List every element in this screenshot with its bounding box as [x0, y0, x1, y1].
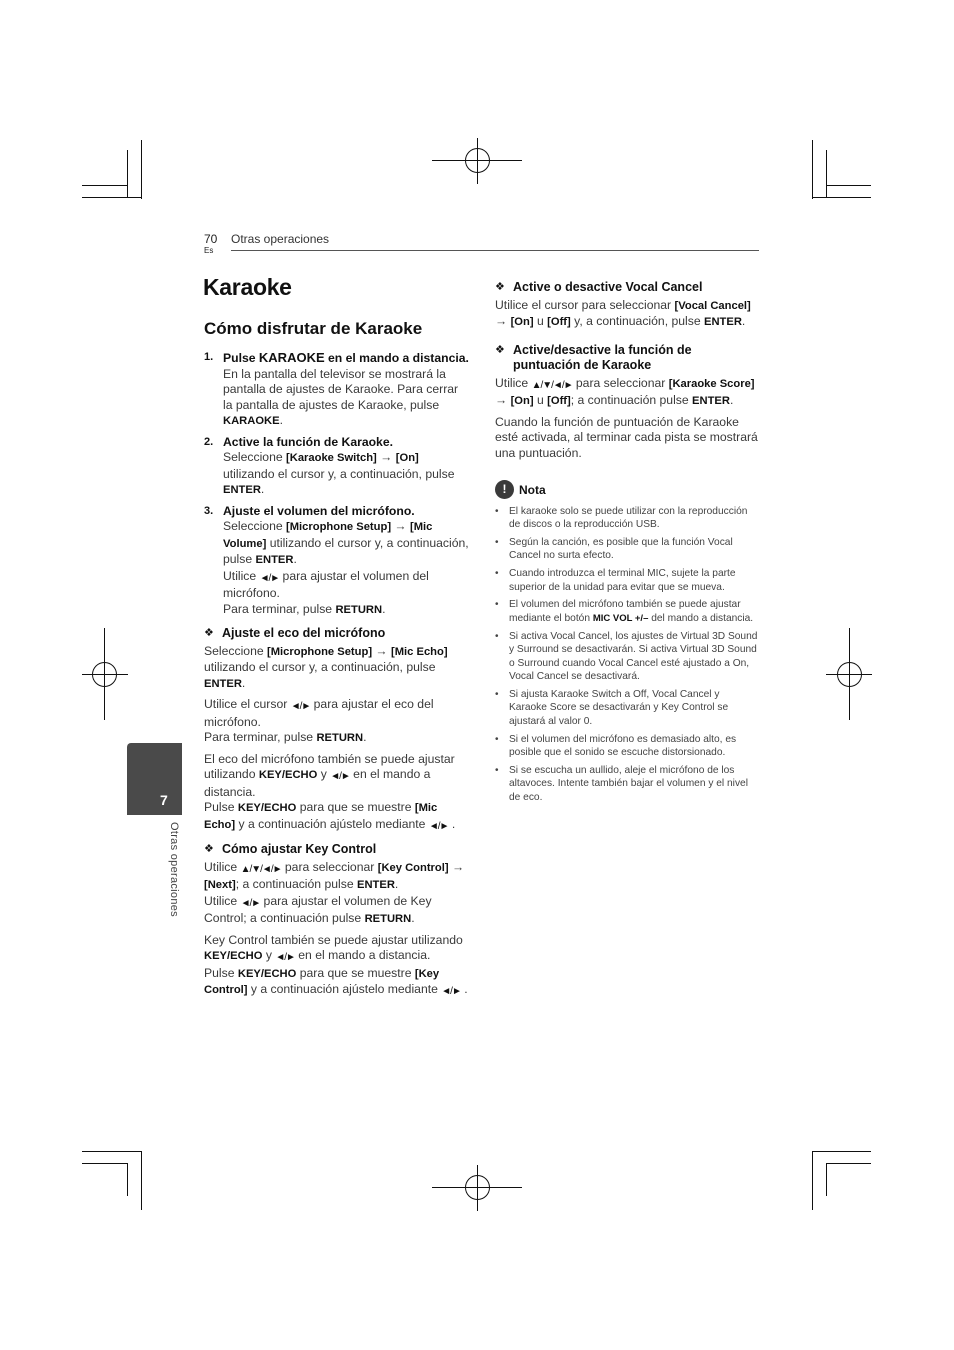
step-2: 2. Active la función de Karaoke. Seleccione [Karaoke Switch] → [On] utilizando el cursor y, a continuación, pulse ENTER.	[204, 434, 455, 496]
list-item: • Según la canción, es posible que la función Vocal Cancel no surta efecto.	[495, 536, 759, 563]
vocal-para: Utilice el cursor para seleccionar [Vocal Cancel] → [On] u [Off] y, a continuación, pulse ENTER.	[495, 297, 751, 328]
list-item: • Si se escucha un aullido, aleje el micrófono de los altavoces. Intente también bajar el volumen y el nivel de eco.	[495, 764, 759, 804]
language-code: Es	[204, 246, 214, 255]
chapter-tab	[127, 743, 182, 815]
score-heading: ❖ Active/desactive la función de puntuación de Karaoke	[495, 342, 692, 372]
key-para-2: Key Control también se puede ajustar utilizando KEY/ECHO y ◄/► en el mando a distancia. Pulse KEY/ECHO para que se muestre [Key Control] y a continuación ajústelo mediante ◄/► .	[204, 933, 470, 1000]
section-title: Cómo disfrutar de Karaoke	[204, 319, 423, 338]
list-item: • El karaoke solo se puede utilizar con la reproducción de discos o la reproducción USB.	[495, 505, 759, 532]
left-right-arrow-icon: ◄/►	[259, 572, 280, 584]
echo-para-3: El eco del micrófono también se puede ajustar utilizando KEY/ECHO y ◄/► en el mando a distancia. Pulse KEY/ECHO para que se muestre [Mic Echo] y a continuación ajústelo mediante ◄/► .	[204, 752, 470, 835]
list-item: • Cuando introduzca el terminal MIC, sujete la parte superior de la unidad para evitar que se mueva.	[495, 567, 759, 594]
score-para-2: Cuando la función de puntuación de Karaoke esté activada, al terminar cada pista se mostrará una puntuación.	[495, 414, 758, 460]
left-right-arrow-icon: ◄/►	[441, 986, 461, 997]
vocal-heading: ❖ Active o desactive Vocal Cancel	[495, 280, 703, 294]
list-item: • El volumen del micrófono también se puede ajustar mediante el botón MIC VOL +/– del mando a distancia.	[495, 598, 759, 625]
left-column	[204, 350, 470, 1005]
step-1: 1. Pulse KARAOKE en el mando a distancia. En la pantalla del televisor se mostrará la pantalla de ajustes de Karaoke. Para cerrar la pantalla de ajustes de Karaoke, pulse KARAOKE.	[204, 350, 469, 427]
key-para-1: Utilice ▲/▼/◄/► para seleccionar [Key Control] → [Next]; a continuación pulse ENTER. Utilice ◄/► para ajustar el volumen de Key Control; a continuación pulse RETURN.	[204, 859, 465, 925]
left-right-arrow-icon: ◄/►	[240, 897, 261, 909]
diamond-icon: ❖	[495, 281, 505, 293]
list-item: • Si activa Vocal Cancel, los ajustes de Virtual 3D Sound y Surround se desactivarán. Si activa Virtual 3D Sound o Surround cuando Vocal Cancel esté ajustado a On, Vocal Cancel se desactivará.	[495, 630, 759, 684]
left-right-arrow-icon: ◄/►	[428, 820, 449, 832]
echo-para-2: Utilice el cursor ◄/► para ajustar el eco del micrófono. Para terminar, pulse RETURN.	[204, 697, 434, 744]
chapter-label: Otras operaciones	[168, 822, 180, 917]
key-heading: ❖ Cómo ajustar Key Control	[204, 842, 377, 856]
list-item: • Si ajusta Karaoke Switch a Off, Vocal Cancel y Karaoke Score se desactivarán y Key Control se ajustará al valor 0.	[495, 688, 759, 728]
page-number: 70	[204, 232, 218, 246]
four-way-arrow-icon: ▲/▼/◄/►	[531, 379, 573, 391]
diamond-icon: ❖	[204, 843, 214, 855]
header-rule	[231, 250, 759, 251]
diamond-icon: ❖	[204, 627, 214, 639]
echo-heading: ❖ Ajuste el eco del micrófono	[204, 626, 386, 640]
header-section: Otras operaciones	[231, 232, 330, 246]
chapter-number: 7	[160, 792, 168, 808]
left-right-arrow-icon: ◄/►	[330, 771, 350, 782]
warning-icon: !	[495, 480, 514, 499]
left-right-arrow-icon: ◄/►	[290, 701, 311, 712]
diamond-icon: ❖	[495, 343, 505, 356]
right-column	[495, 274, 759, 809]
score-para-1: Utilice ▲/▼/◄/► para seleccionar [Karaoke Score] → [On] u [Off]; a continuación pulse ENTER.	[495, 375, 755, 407]
note-list	[495, 505, 759, 805]
note-heading: ! Nota	[495, 483, 759, 499]
left-right-arrow-icon: ◄/►	[275, 952, 295, 963]
four-way-arrow-icon: ▲/▼/◄/►	[240, 863, 282, 875]
page-title: Karaoke	[203, 274, 292, 300]
list-item: • Si el volumen del micrófono es demasiado alto, es posible que el sonido se escuche distorsionado.	[495, 733, 759, 760]
echo-para-1: Seleccione [Microphone Setup] → [Mic Echo] utilizando el cursor y, a continuación, pulse ENTER.	[204, 643, 448, 690]
step-3: 3. Ajuste el volumen del micrófono. Seleccione [Microphone Setup] → [Mic Volume] utilizando el cursor y, a continuación, pulse ENTER. Utilice ◄/► para ajustar el volumen del micrófono. Para terminar, pulse RETURN.	[204, 503, 469, 616]
